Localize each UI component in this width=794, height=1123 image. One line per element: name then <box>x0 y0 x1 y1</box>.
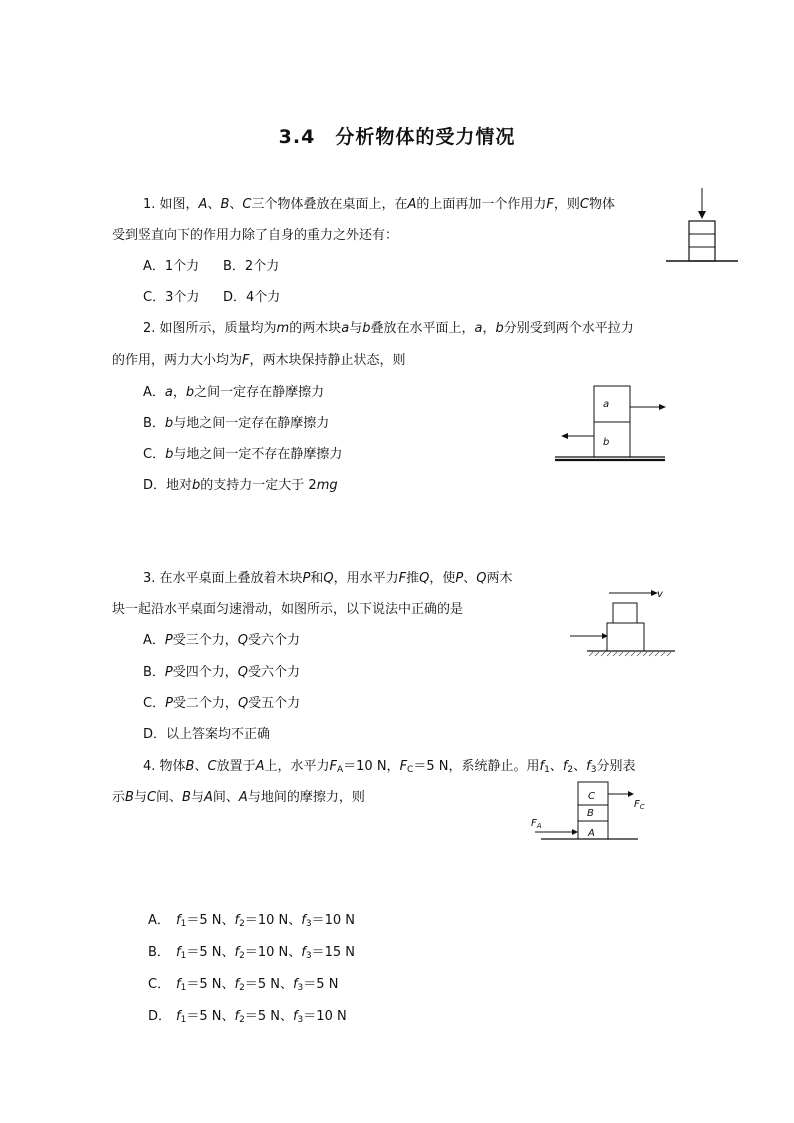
q4-figure <box>528 776 643 846</box>
q4-option-a[interactable]: A． $f_1=5$ N、$f_2=10$ N、$f_3=10$ N <box>148 913 355 929</box>
q3-option-a[interactable]: A．P受三个力，Q受六个力 <box>143 633 301 648</box>
q4-stem-line2: 示B与C间、B与A间、A与地间的摩擦力，则 <box>112 790 365 805</box>
q4-figure-label-a: A <box>588 828 595 839</box>
q2-option-c[interactable]: C．b与地之间一定不存在静摩擦力 <box>143 447 343 462</box>
q3-stem-line1: 3. 在水平桌面上叠放着木块P和Q，用水平力F推Q，使P、Q两木 <box>143 571 513 586</box>
q4-figure-label-fc: $F_C$ <box>634 799 645 811</box>
q1-stem-line1: 1. 如图，A、B、C三个物体叠放在桌面上，在A的上面再加一个作用力F，则C物体 <box>143 197 616 212</box>
q3-option-c[interactable]: C．P受二个力，Q受五个力 <box>143 696 301 711</box>
q2-figure-label-a: a <box>603 399 610 410</box>
q2-option-d[interactable]: D．地对b的支持力一定大于 2mg <box>143 478 338 493</box>
q2-figure <box>555 383 670 463</box>
q3-stem-line2: 块一起沿水平桌面匀速滑动，如图所示，以下说法中正确的是 <box>112 602 464 617</box>
q1-option-b[interactable]: B．2个力 <box>223 259 280 274</box>
q3-option-d[interactable]: D．以上答案均不正确 <box>143 727 271 742</box>
q4-figure-label-b: B <box>587 808 594 819</box>
q1-option-a[interactable]: A．1个力 <box>143 259 200 274</box>
q1-stem-line2: 受到竖直向下的作用力除了自身的重力之外还有： <box>112 228 399 243</box>
q4-option-d[interactable]: D． $f_1=5$ N、$f_2=5$ N、$f_3=10$ N <box>148 1009 347 1025</box>
q3-figure <box>565 586 685 661</box>
q4-figure-label-fa: $F_A$ <box>531 818 542 830</box>
q2-stem-line2: 的作用，两力大小均为F，两木块保持静止状态，则 <box>112 353 406 368</box>
q1-option-d[interactable]: D．4个力 <box>223 290 281 305</box>
q1-figure <box>660 185 740 265</box>
q3-option-b[interactable]: B．P受四个力，Q受六个力 <box>143 665 301 680</box>
q3-figure-label-v: v <box>657 589 663 600</box>
q2-option-b[interactable]: B．b与地之间一定存在静摩擦力 <box>143 416 330 431</box>
q2-option-a[interactable]: A．a，b之间一定存在静摩擦力 <box>143 385 325 400</box>
q1-option-c[interactable]: C．3个力 <box>143 290 200 305</box>
page-title: 3.4 分析物体的受力情况 <box>278 126 516 148</box>
q2-stem-line1: 2. 如图所示，质量均为m的两木块a与b叠放在水平面上，a，b分别受到两个水平拉力 <box>143 321 634 336</box>
q4-stem-line1: 4. 物体B、C放置于A上，水平力$F_A=10$ N，$F_C=5$ N，系统静止。用$f_1$、$f_2$、$f_3$分别表 <box>143 759 636 775</box>
q4-figure-label-c: C <box>588 791 595 802</box>
q4-option-b[interactable]: B． $f_1=5$ N、$f_2=10$ N、$f_3=15$ N <box>148 945 355 961</box>
q4-option-c[interactable]: C． $f_1=5$ N、$f_2=5$ N、$f_3=5$ N <box>148 977 339 993</box>
q2-figure-label-b: b <box>603 437 610 448</box>
